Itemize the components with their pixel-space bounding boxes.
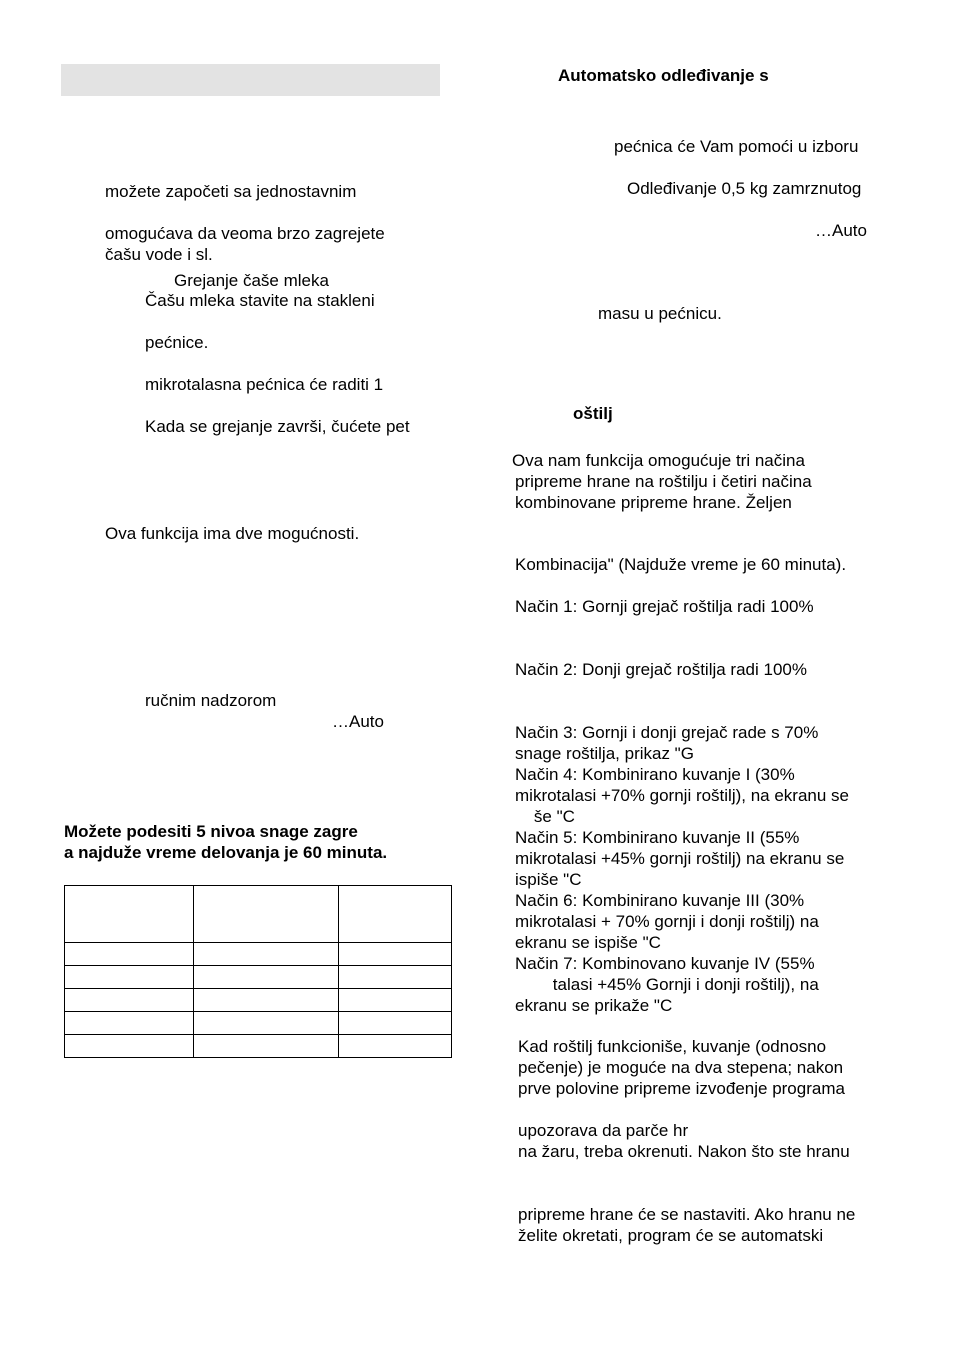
mode-line: snage roštilja, prikaz "G [515,744,694,763]
defrost-heading: Automatsko odleđivanje s [558,66,769,85]
table-cell [339,989,452,1012]
step-2: pećnice. [145,333,209,352]
mode-line: Način 4: Kombinirano kuvanje I (30% [515,765,795,784]
table-cell [194,989,339,1012]
mode-line: ekranu se ispiše "C [515,933,661,952]
grill-intro-1: Ova nam funkcija omogućuje tri načina [512,451,805,470]
mode-line: Način 7: Kombinovano kuvanje IV (55% [515,954,815,973]
mode-line: mikrotalasi +70% gornji roštilj), na ekranu se [515,786,850,805]
grill-note-4: upozorava da parče hr [518,1121,689,1140]
table-cell [339,966,452,989]
table-cell [194,943,339,966]
grill-note-3: prve polovine pripreme izvođenje programa [518,1079,845,1098]
table-cell [65,943,194,966]
step-3: mikrotalasna pećnica će raditi 1 [145,375,384,394]
left-line-2: omogućava da veoma brzo zagrejete [105,224,385,243]
table-cell [339,1035,452,1058]
mode-line: Način 6: Kombinirano kuvanje III (30% [515,891,805,910]
table-row [65,989,452,1012]
table-row [65,1035,452,1058]
table-cell [194,886,339,943]
mode-line: Način 3: Gornji i donji grejač rade s 70% [515,723,819,742]
grill-note-5: na žaru, treba okrenuti. Nakon što ste hranu [518,1142,850,1161]
left-line-3: čašu vode i sl. [105,245,213,264]
grill-note-7: želite okretati, program će se automatski [518,1226,824,1245]
manual-text: ručnim nadzorom [145,691,277,710]
right-line-1: pećnica će Vam pomoći u izboru [614,137,859,156]
table-cell [65,886,194,943]
grill-note-1: Kad roštilj funkcioniše, kuvanje (odnosno [518,1037,827,1056]
grill-heading: oštilj [573,404,613,423]
table-cell [194,1035,339,1058]
mode-line: mikrotalasi + 70% gornji i donji roštilj) na [515,912,819,931]
max-time-text: a najduže vreme delovanja je 60 minuta. [64,843,388,862]
table-row [65,943,452,966]
mode-line: Način 5: Kombinirano kuvanje II (55% [515,828,800,847]
grill-note-2: pečenje) je moguće na dva stepena; nakon [518,1058,844,1077]
table-cell [65,1035,194,1058]
power-table [64,885,452,1058]
mode-line: mikrotalasi +45% gornji roštilj) na ekranu se [515,849,845,868]
table-cell [65,989,194,1012]
mode-line: ekranu se prikaže "C [515,996,673,1015]
table-cell [339,1012,452,1035]
step-1: Čašu mleka stavite na stakleni [145,291,375,310]
grill-intro-3: kombinovane pripreme hrane. Željen [515,493,792,512]
auto-text-right: …Auto [815,221,867,240]
grill-intro-2: pripreme hrane na roštilju i četiri načina [515,472,812,491]
table-cell [65,966,194,989]
grill-intro-4: Kombinacija" (Najduže vreme je 60 minuta). [515,555,847,574]
mode-line: ispiše "C [515,870,582,889]
functions-text: Ova funkcija ima dve mogućnosti. [105,524,360,543]
step-4: Kada se grejanje završi, čućete pet [145,417,410,436]
table-cell [194,1012,339,1035]
left-line-1: možete započeti sa jednostavnim [105,182,357,201]
table-cell [65,1012,194,1035]
table-row [65,1012,452,1035]
right-line-3: masu u pećnicu. [598,304,722,323]
right-line-2: Odleđivanje 0,5 kg zamrznutog [627,179,862,198]
table-header-row [65,886,452,943]
mode-2: Način 2: Donji grejač roštilja radi 100% [515,660,807,679]
mode-1: Način 1: Gornji grejač roštilja radi 100% [515,597,814,616]
grill-note-6: pripreme hrane će se nastaviti. Ako hranu ne [518,1205,856,1224]
auto-text-left: …Auto [332,712,384,731]
mode-line: talasi +45% Gornji i donji roštilj), na [515,975,819,994]
example-title: Grejanje čaše mleka [174,271,329,290]
power-levels-text: Možete podesiti 5 nivoa snage zagre [64,822,358,841]
header-bar [61,64,440,96]
table-row [65,966,452,989]
mode-line: še "C [515,807,575,826]
table-cell [194,966,339,989]
table-cell [339,886,452,943]
table-cell [339,943,452,966]
